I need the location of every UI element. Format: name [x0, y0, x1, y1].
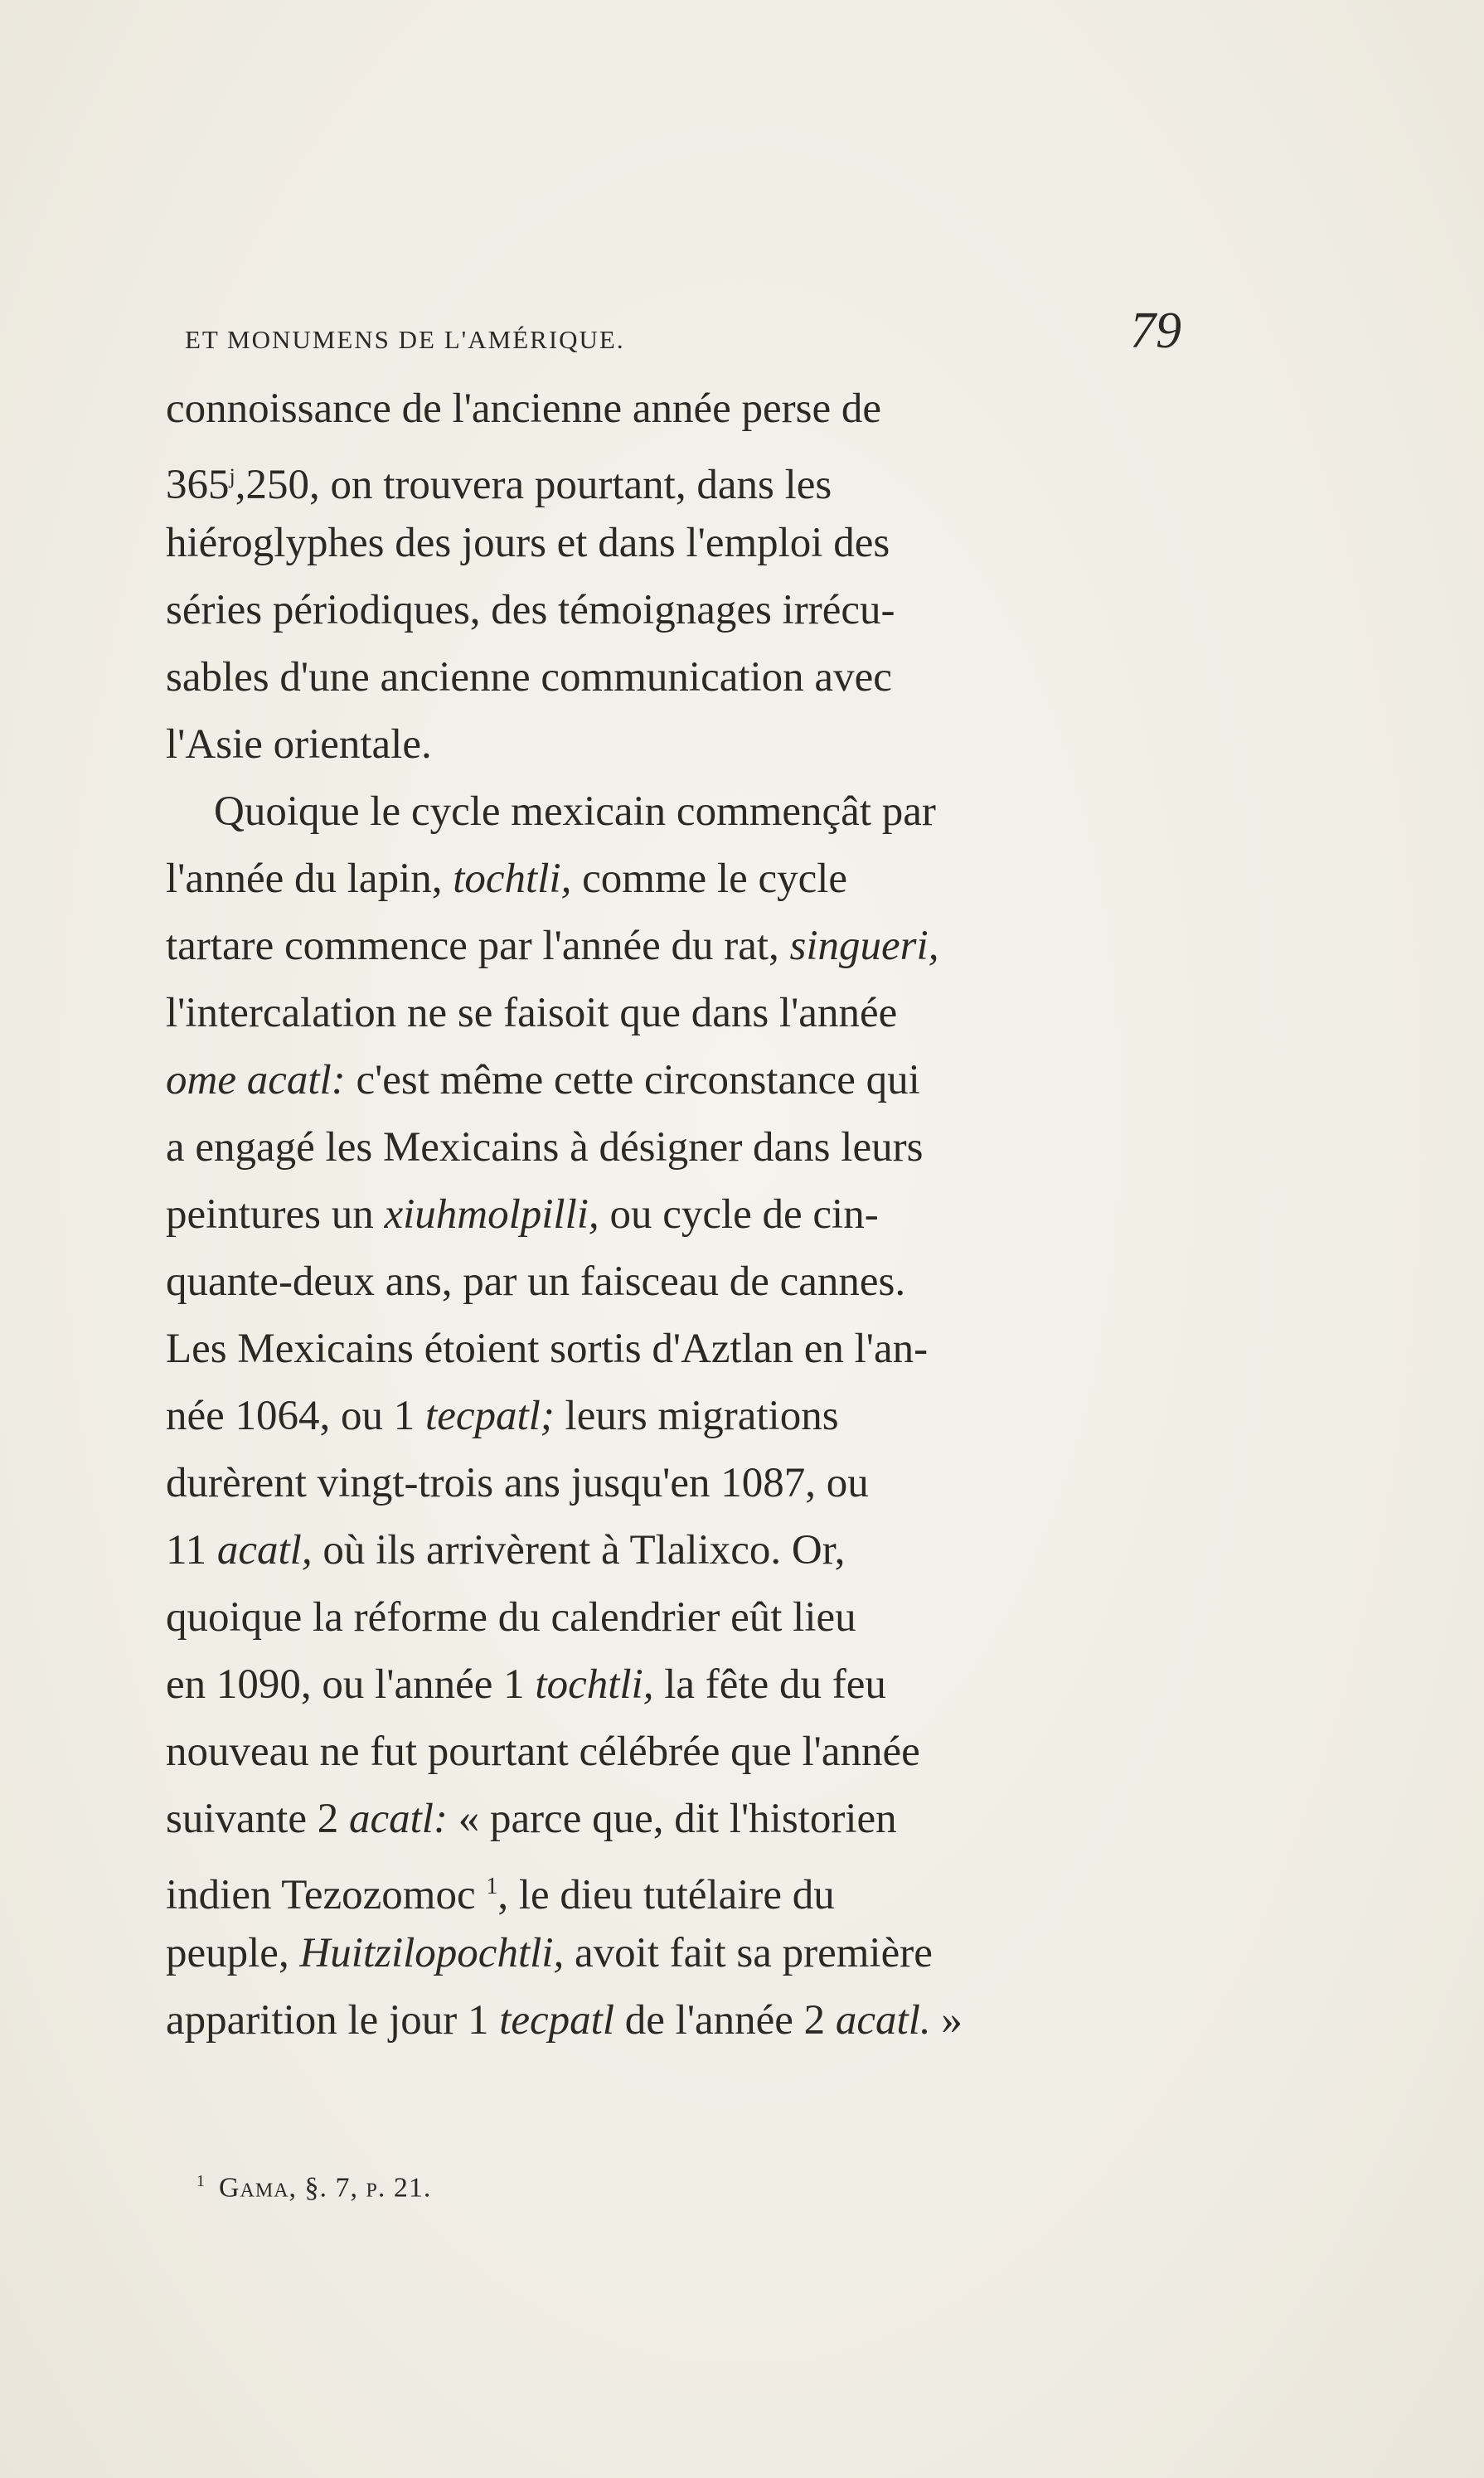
text-line: [166, 1047, 1195, 1114]
text-segment: séries périodiques, des témoignages irrécu-: [166, 587, 895, 633]
text-line: [166, 1719, 1195, 1786]
text-line: [166, 443, 1195, 510]
text-segment: 11: [166, 1527, 217, 1574]
text-segment: avoit fait sa première: [564, 1930, 933, 1976]
text-segment: leurs migrations: [554, 1393, 839, 1439]
text-line: [166, 980, 1195, 1047]
text-line: [166, 577, 1195, 644]
text-line: [166, 846, 1195, 913]
footnote-reference: 1: [486, 1874, 498, 1899]
text-line: [166, 711, 1195, 778]
text-segment: née 1064, ou 1: [166, 1393, 426, 1439]
text-segment: sables d'une ancienne communication avec: [166, 654, 892, 701]
text-line: [166, 1853, 1195, 1920]
text-line: [166, 1651, 1195, 1719]
italic-term: tochtli,: [453, 856, 572, 902]
text-line: [166, 1249, 1195, 1316]
text-line: [166, 1584, 1195, 1651]
text-line: [166, 1920, 1195, 1987]
text-segment: c'est même cette circonstance qui: [345, 1057, 920, 1103]
italic-term: tecpatl: [499, 1997, 615, 2044]
italic-term: acatl:: [348, 1796, 448, 1842]
text-segment: Quoique le cycle mexicain commençât par: [214, 788, 936, 835]
text-line: [166, 1114, 1195, 1181]
text-line: [166, 1181, 1195, 1249]
italic-term: xiuhmolpilli,: [384, 1191, 599, 1238]
text-segment: apparition le jour 1: [166, 1997, 500, 2044]
text-line: [166, 1987, 1195, 2054]
text-line: [166, 1517, 1195, 1584]
text-line: [166, 376, 1195, 443]
italic-term: acatl.: [835, 1997, 931, 2044]
body-text: [166, 376, 1195, 2054]
text-segment: l'intercalation ne se faisoit que dans l'année: [166, 990, 898, 1036]
paragraph-start-line: [166, 778, 1195, 846]
text-line: [166, 1786, 1195, 1853]
text-segment: « parce que, dit l'historien: [447, 1796, 897, 1842]
text-line: [166, 1316, 1195, 1383]
text-segment: a engagé les Mexicains à désigner dans leurs: [166, 1124, 924, 1171]
text-segment: la fête du feu: [653, 1661, 886, 1708]
italic-term: ome acatl:: [166, 1057, 346, 1103]
text-line: [166, 1383, 1195, 1450]
text-segment: ,250, on trouvera pourtant, dans les: [235, 462, 832, 508]
text-segment: où ils arrivèrent à Tlalixco. Or,: [312, 1527, 846, 1574]
text-segment: peuple,: [166, 1930, 300, 1976]
text-segment: [166, 443, 832, 510]
text-segment: hiéroglyphes des jours et dans l'emploi des: [166, 520, 890, 566]
superscript: j: [229, 464, 235, 488]
italic-term: tochtli,: [535, 1661, 654, 1708]
text-segment: indien Tezozomoc: [166, 1872, 487, 1918]
footnote-marker: 1: [196, 2172, 206, 2190]
text-segment: peintures un: [166, 1191, 385, 1238]
text-segment: connoissance de l'ancienne année perse de: [166, 386, 882, 432]
text-line: [166, 1450, 1195, 1517]
text-segment: tartare commence par l'année du rat,: [166, 923, 790, 969]
page-number: 79: [1130, 303, 1181, 359]
text-segment: comme le cycle: [571, 856, 848, 902]
text-line: [166, 913, 1195, 980]
text-segment: ou cycle de cin-: [599, 1191, 879, 1238]
text-segment: »: [930, 1997, 963, 2044]
text-segment: l'Asie orientale.: [166, 721, 432, 768]
footnote-text: Gama, §. 7, p. 21.: [219, 2172, 432, 2204]
italic-term: tecpatl;: [425, 1393, 555, 1439]
italic-term: acatl,: [216, 1527, 313, 1574]
running-head: ET MONUMENS DE L'AMÉRIQUE.: [185, 325, 625, 354]
text-segment: quante-deux ans, par un faisceau de cannes.: [166, 1258, 906, 1305]
italic-term: singueri,: [789, 923, 939, 969]
text-segment: l'année du lapin,: [166, 856, 453, 902]
text-segment: de l'année 2: [614, 1997, 836, 2044]
text-segment: durèrent vingt-trois ans jusqu'en 1087, ou: [166, 1460, 869, 1506]
text-segment: suivante 2: [166, 1796, 349, 1842]
italic-term: Huitzilopochtli,: [299, 1930, 565, 1976]
text-segment: Les Mexicains étoient sortis d'Aztlan en l'an-: [166, 1326, 929, 1372]
text-line: [166, 644, 1195, 711]
text-segment: , le dieu tutélaire du: [497, 1872, 835, 1918]
text-segment: 365: [166, 462, 230, 508]
text-line: [166, 510, 1195, 577]
text-segment: quoique la réforme du calendrier eût lieu: [166, 1594, 856, 1641]
text-segment: nouveau ne fut pourtant célébrée que l'année: [166, 1729, 920, 1775]
footnote: [196, 2172, 431, 2204]
text-segment: en 1090, ou l'année 1: [166, 1661, 536, 1708]
